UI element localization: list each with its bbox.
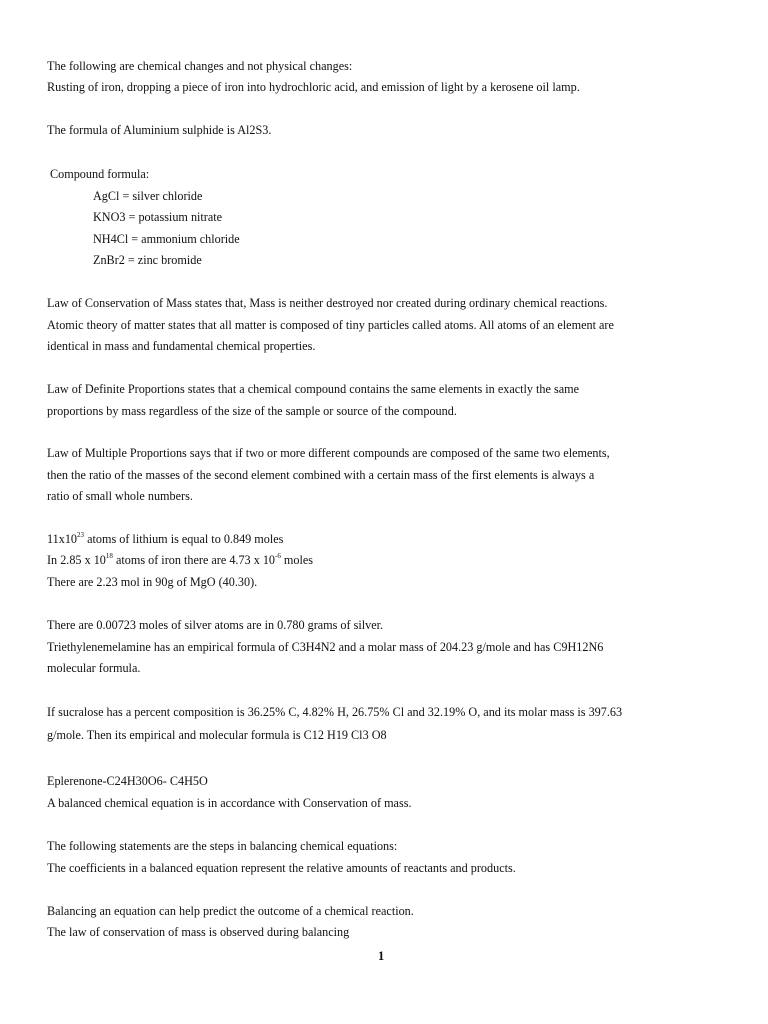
text-line: ratio of small whole numbers.	[47, 489, 193, 503]
lithium-exponent: 23	[77, 530, 85, 539]
list-item: AgCl = silver chloride	[93, 189, 203, 203]
iron-exponent: 18	[105, 551, 113, 560]
text-line: Eplerenone-C24H30O6- C4H5O	[47, 774, 208, 788]
text-line: The formula of Aluminium sulphide is Al2S3.	[47, 123, 272, 137]
list-item: KNO3 = potassium nitrate	[93, 210, 223, 224]
text-line: Law of Multiple Proportions says that if two or more different compounds are composed of the same two elements,	[47, 446, 610, 460]
text-line: molecular formula.	[47, 661, 141, 675]
lithium-line	[47, 531, 283, 547]
text-line: proportions by mass regardless of the size of the sample or source of the compound.	[47, 404, 457, 418]
lithium-base: 11x10	[47, 532, 78, 546]
text-line: The following are chemical changes and not physical changes:	[47, 59, 353, 73]
iron-exponent: -6	[275, 551, 281, 560]
iron-line	[47, 552, 313, 568]
text-line: Rusting of iron, dropping a piece of iron into hydrochloric acid, and emission of light by a kerosene oil lamp.	[47, 80, 580, 94]
page-number: 1	[378, 949, 385, 963]
text-line: There are 2.23 mol in 90g of MgO (40.30).	[47, 575, 258, 589]
list-item: NH4Cl = ammonium chloride	[93, 232, 240, 246]
text-line: The coefficients in a balanced equation represent the relative amounts of reactants and products.	[47, 861, 516, 875]
iron-prefix: In 2.85 x 10	[47, 553, 106, 567]
list-item: ZnBr2 = zinc bromide	[93, 253, 202, 267]
iron-middle: atoms of iron there are 4.73 x 10	[112, 553, 276, 567]
text-line: then the ratio of the masses of the second element combined with a certain mass of the first elements is always a	[47, 468, 595, 482]
text-line: Law of Conservation of Mass states that, Mass is neither destroyed nor created during ordinary chemical reactions.	[47, 296, 608, 310]
iron-suffix: moles	[280, 553, 314, 567]
text-line: Atomic theory of matter states that all matter is composed of tiny particles called atoms. All atoms of an element are	[47, 318, 614, 332]
text-line: Triethylenemelamine has an empirical formula of C3H4N2 and a molar mass of 204.23 g/mole and has C9H12N6	[47, 640, 604, 654]
text-line: If sucralose has a percent composition is 36.25% C, 4.82% H, 26.75% Cl and 32.19% O, and its molar mass is 397.63	[47, 705, 623, 719]
section-heading: Compound formula:	[50, 167, 150, 181]
text-line: g/mole. Then its empirical and molecular formula is C12 H19 Cl3 O8	[47, 728, 387, 742]
text-line: A balanced chemical equation is in accordance with Conservation of mass.	[47, 796, 412, 810]
text-line: Balancing an equation can help predict the outcome of a chemical reaction.	[47, 904, 414, 918]
text-line: The law of conservation of mass is observed during balancing	[47, 925, 350, 939]
lithium-rest: atoms of lithium is equal to 0.849 moles	[84, 532, 284, 546]
text-line: There are 0.00723 moles of silver atoms are in 0.780 grams of silver.	[47, 618, 384, 632]
text-line: Law of Definite Proportions states that a chemical compound contains the same elements in exactly the same	[47, 382, 580, 396]
text-line: The following statements are the steps in balancing chemical equations:	[47, 839, 398, 853]
text-line: identical in mass and fundamental chemical properties.	[47, 339, 316, 353]
